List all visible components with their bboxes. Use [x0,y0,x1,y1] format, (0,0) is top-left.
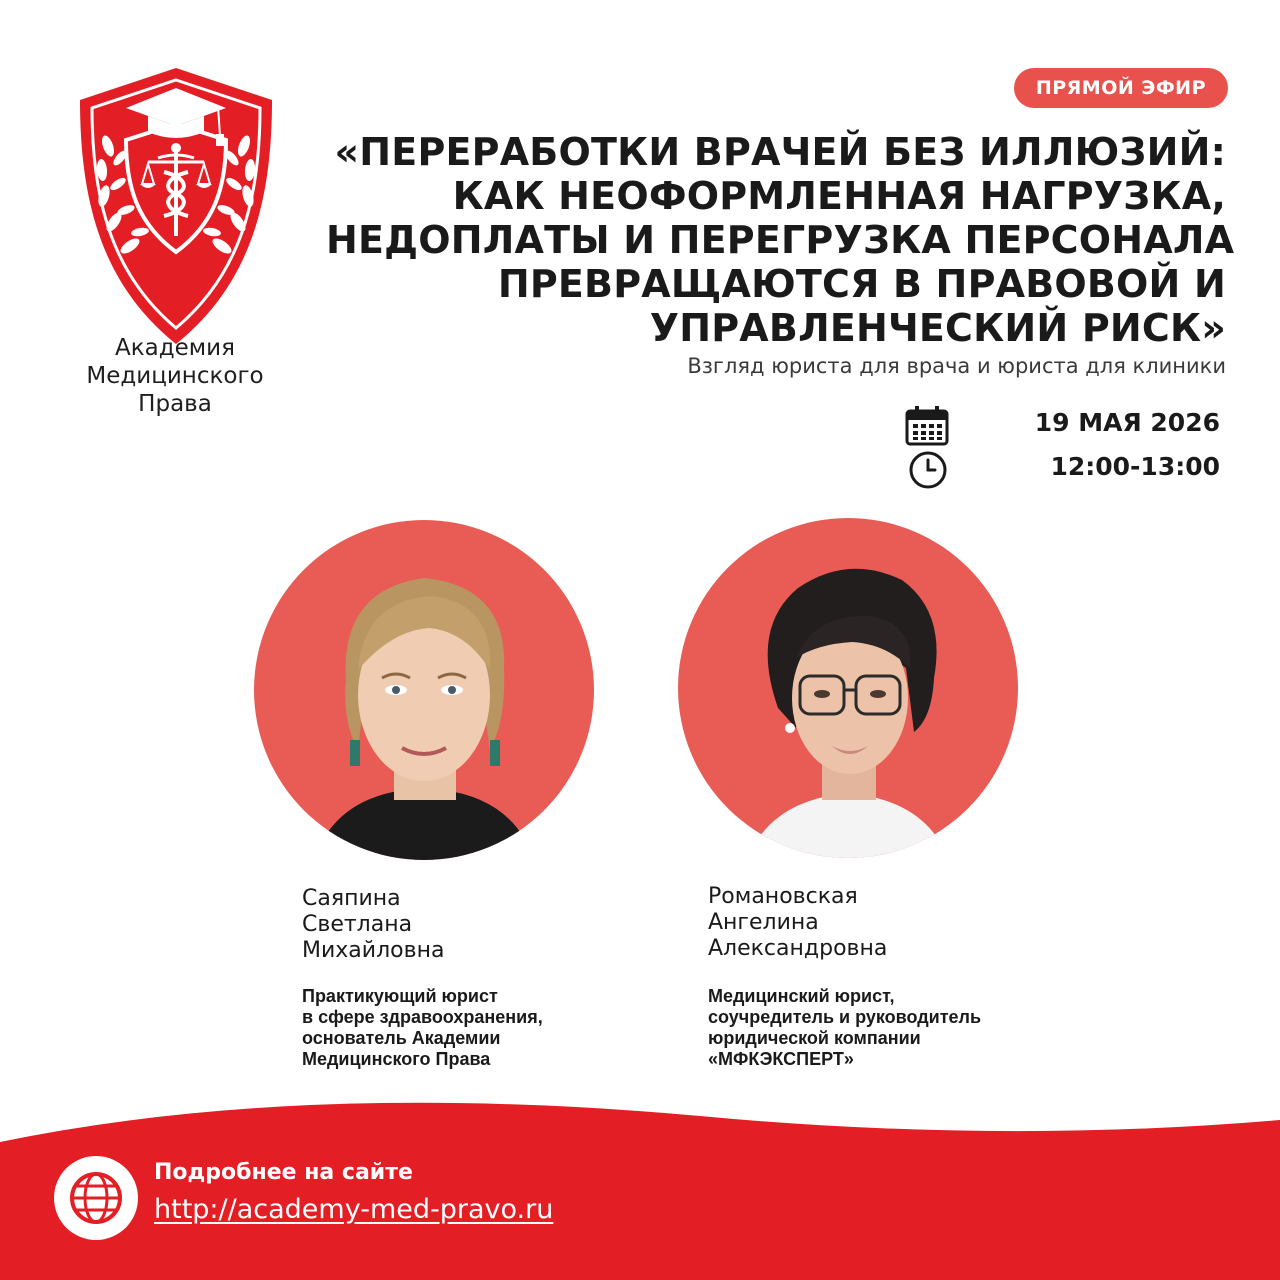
speaker-2-role-line: «МФКЭКСПЕРТ» [708,1049,854,1069]
speaker-1-surname: Саяпина [302,886,401,911]
speaker-1-role-line: основатель Академии [302,1028,501,1048]
academy-name-line1: Академия [115,335,235,361]
title-line-3: НЕДОПЛАТЫ И ПЕРЕГРУЗКА ПЕРСОНАЛА [326,218,1235,262]
speaker-2-name [708,884,887,962]
footer-band [0,1090,1280,1280]
event-subtitle: Взгляд юриста для врача и юриста для клиники [687,354,1226,378]
speaker-1-role-line: Практикующий юрист [302,986,498,1006]
event-title [326,130,1235,350]
academy-name-line3: Права [138,391,212,417]
title-line-2: КАК НЕОФОРМЛЕННАЯ НАГРУЗКА, [452,174,1226,218]
speaker-2-role-line: соучредитель и руководитель [708,1007,982,1027]
speaker-1-role-line: в сфере здравоохранения, [302,1007,543,1027]
speaker-2-first-name: Ангелина [708,910,819,935]
academy-name-line2: Медицинского [86,363,264,389]
event-time: 12:00-13:00 [1050,452,1220,481]
speaker-2-photo [678,518,1018,858]
speaker-1-patronymic: Михайловна [302,938,445,963]
website-link[interactable]: http://academy-med-pravo.ru [154,1194,554,1225]
speaker-2-surname: Романовская [708,884,858,909]
more-info-label: Подробнее на сайте [154,1160,413,1185]
live-stream-badge: ПРЯМОЙ ЭФИР [1014,68,1228,108]
speaker-2-role-line: Медицинский юрист, [708,986,895,1006]
clock-icon [908,450,948,490]
globe-icon [54,1156,138,1240]
speaker-1-name [302,886,444,964]
speaker-2-patronymic: Александровна [708,936,888,961]
title-line-5: УПРАВЛЕНЧЕСКИЙ РИСК» [649,306,1226,350]
academy-name [40,334,310,418]
academy-logo [78,66,274,346]
speaker-1-first-name: Светлана [302,912,413,937]
speaker-1-role-line: Медицинского Права [302,1049,491,1069]
speaker-1-role [302,986,543,1070]
speaker-1-photo [254,520,594,860]
title-line-1: «ПЕРЕРАБОТКИ ВРАЧЕЙ БЕЗ ИЛЛЮЗИЙ: [334,130,1226,174]
speaker-2-role-line: юридической компании [708,1028,921,1048]
event-date: 19 МАЯ 2026 [1034,408,1220,437]
title-line-4: ПРЕВРАЩАЮТСЯ В ПРАВОВОЙ И [497,262,1226,306]
speaker-2-role [708,986,981,1070]
calendar-icon [905,406,949,446]
